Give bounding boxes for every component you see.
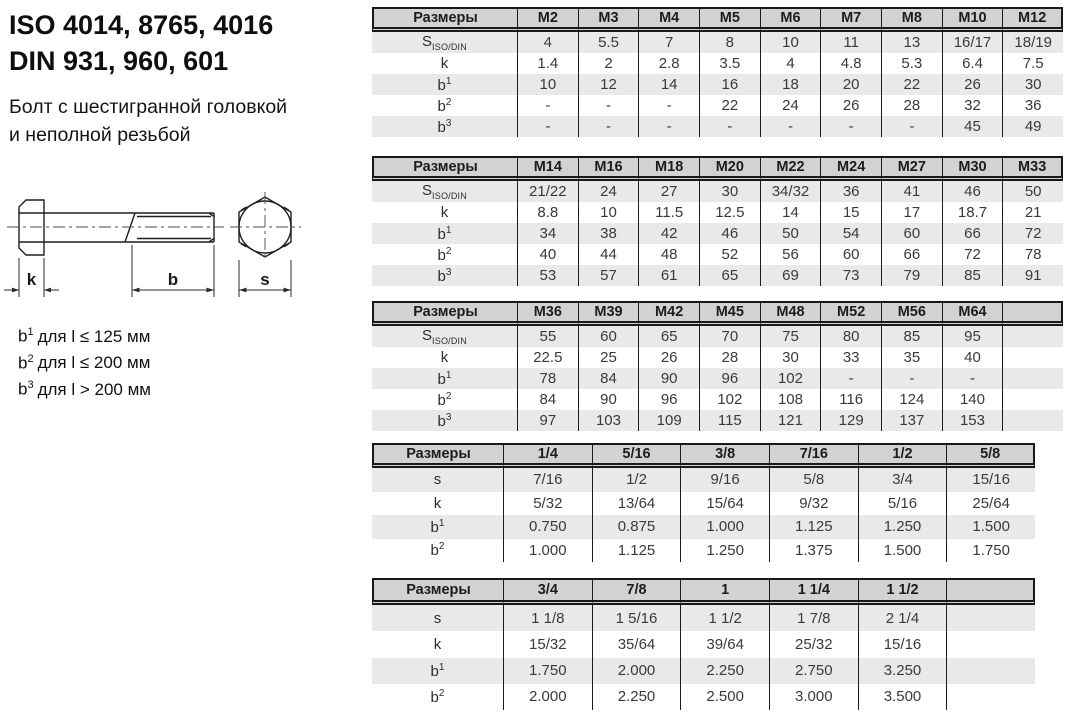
row-label: $S_{ISO/DIN}$: [372, 181, 517, 202]
value-cell: 91: [1002, 265, 1063, 286]
value-cell: 5/16: [858, 492, 947, 516]
column-header: M56: [881, 301, 942, 326]
value-cell: 95: [942, 326, 1003, 347]
value-cell: 49: [1002, 116, 1063, 137]
value-cell: 1 1/8: [503, 605, 592, 631]
column-header: M27: [881, 156, 942, 181]
value-cell: 39/64: [680, 631, 769, 657]
value-cell: 40: [517, 244, 578, 265]
value-cell: 8.8: [517, 202, 578, 223]
value-cell: 26: [820, 95, 881, 116]
value-cell: 24: [578, 181, 639, 202]
row-label: $S_{ISO/DIN}$: [372, 32, 517, 53]
column-header: M45: [699, 301, 760, 326]
note-text: для l ≤ 200 мм: [37, 353, 151, 373]
value-cell: 10: [760, 32, 821, 53]
value-cell: 9/32: [769, 492, 858, 516]
row-label: $b^1$: [372, 223, 517, 244]
value-cell: 54: [820, 223, 881, 244]
value-cell: 1.750: [503, 658, 592, 684]
column-header: M48: [760, 301, 821, 326]
value-cell: 129: [820, 410, 881, 431]
table-corner-header: Размеры: [372, 443, 503, 468]
value-cell: 8: [699, 32, 760, 53]
value-cell: 84: [517, 389, 578, 410]
value-cell: 15/16: [946, 468, 1035, 492]
value-cell: 1.250: [680, 539, 769, 563]
table-corner-header: Размеры: [372, 7, 517, 32]
value-cell: 5/32: [503, 492, 592, 516]
value-cell: -: [820, 116, 881, 137]
value-cell: -: [517, 95, 578, 116]
row-label: k: [440, 55, 449, 72]
value-cell: 11: [820, 32, 881, 53]
value-cell: 4: [517, 32, 578, 53]
column-header: M14: [517, 156, 578, 181]
note-b2: [18, 348, 151, 375]
note-superscript: 1: [27, 326, 34, 338]
value-cell: -: [820, 368, 881, 389]
value-cell: 97: [517, 410, 578, 431]
value-cell: 2: [578, 53, 639, 74]
value-cell: 45: [942, 116, 1003, 137]
row-label: $b^2$: [437, 390, 452, 409]
table-metric-m2-m12: [372, 7, 1063, 137]
value-cell: 25/32: [769, 631, 858, 657]
value-cell: 96: [699, 368, 760, 389]
column-header: M33: [1002, 156, 1063, 181]
value-cell: 115: [699, 410, 760, 431]
value-cell: 2.250: [680, 658, 769, 684]
note-superscript: 2: [27, 352, 34, 365]
subtitle-line-1: Болт с шестигранной головкой: [9, 96, 288, 118]
value-cell: -: [881, 116, 942, 137]
note-text: для l ≤ 125 мм: [37, 326, 151, 346]
value-cell: 73: [820, 265, 881, 286]
value-cell: 34/32: [760, 181, 821, 202]
value-cell: -: [578, 116, 639, 137]
value-cell: -: [638, 95, 699, 116]
note-superscript: 3: [27, 379, 34, 392]
column-header: M2: [517, 7, 578, 32]
value-cell: 153: [942, 410, 1003, 431]
value-cell: 1 1/2: [680, 605, 769, 631]
value-cell: 28: [881, 95, 942, 116]
row-label: $b^2$: [437, 96, 452, 115]
column-header: M12: [1002, 7, 1063, 32]
value-cell: [1002, 326, 1063, 347]
value-cell: 24: [760, 95, 821, 116]
value-cell: 35/64: [592, 631, 681, 657]
value-cell: 32: [942, 95, 1003, 116]
value-cell: 60: [820, 244, 881, 265]
column-header: M7: [820, 7, 881, 32]
value-cell: 13: [881, 32, 942, 53]
value-cell: 20: [820, 74, 881, 95]
row-label: $b^2$: [437, 245, 452, 264]
column-header: M42: [638, 301, 699, 326]
value-cell: 15/64: [680, 492, 769, 516]
value-cell: 1.250: [858, 515, 947, 539]
value-cell: 14: [760, 202, 821, 223]
title-block: [9, 7, 287, 149]
value-cell: 2.8: [638, 53, 699, 74]
value-cell: 48: [638, 244, 699, 265]
bolt-head: [19, 200, 44, 255]
value-cell: 4.8: [820, 53, 881, 74]
note-b3: [18, 374, 151, 401]
column-header: M39: [578, 301, 639, 326]
value-cell: 109: [638, 410, 699, 431]
value-cell: 22: [881, 74, 942, 95]
value-cell: -: [578, 95, 639, 116]
column-header: M10: [942, 7, 1003, 32]
value-cell: 46: [699, 223, 760, 244]
row-label: $b^3$: [372, 410, 517, 431]
column-header: [1002, 301, 1063, 326]
value-cell: 60: [578, 326, 639, 347]
value-cell: 3.5: [699, 53, 760, 74]
column-header: M64: [942, 301, 1003, 326]
value-cell: 9/16: [680, 468, 769, 492]
value-cell: 140: [942, 389, 1003, 410]
value-cell: 36: [1002, 95, 1063, 116]
value-cell: 25: [578, 347, 639, 368]
column-header: 1 1/4: [769, 578, 858, 605]
dim-label-k: k: [26, 270, 37, 289]
value-cell: 30: [1002, 74, 1063, 95]
value-cell: 34: [517, 223, 578, 244]
row-label: $b^2$: [430, 687, 445, 706]
column-header: 1/2: [858, 443, 947, 468]
value-cell: 85: [942, 265, 1003, 286]
value-cell: 56: [760, 244, 821, 265]
column-header: M5: [699, 7, 760, 32]
value-cell: 1.375: [769, 539, 858, 563]
value-cell: 3.500: [858, 684, 947, 710]
value-cell: 52: [699, 244, 760, 265]
value-cell: 2 1/4: [858, 605, 947, 631]
value-cell: 26: [638, 347, 699, 368]
value-cell: 5.3: [881, 53, 942, 74]
row-label: k: [440, 204, 449, 221]
value-cell: 16: [699, 74, 760, 95]
value-cell: 7/16: [503, 468, 592, 492]
value-cell: 90: [578, 389, 639, 410]
column-header: 3/4: [503, 578, 592, 605]
row-label: $b^1$: [372, 74, 517, 95]
value-cell: 102: [760, 368, 821, 389]
value-cell: 1.750: [946, 539, 1035, 563]
table-corner-header: Размеры: [372, 578, 503, 605]
value-cell: 3/4: [858, 468, 947, 492]
note-text: для l > 200 мм: [37, 379, 151, 399]
note-symbol: b: [18, 353, 28, 373]
value-cell: 10: [578, 202, 639, 223]
table-inch-threequarter-oneandhalf: [372, 578, 1035, 710]
value-cell: 72: [942, 244, 1003, 265]
dim-label-b: b: [167, 270, 179, 289]
value-cell: 65: [699, 265, 760, 286]
value-cell: 124: [881, 389, 942, 410]
table-metric-m36-m64: [372, 301, 1063, 431]
value-cell: 21: [1002, 202, 1063, 223]
value-cell: 70: [699, 326, 760, 347]
value-cell: 72: [1002, 223, 1063, 244]
value-cell: 1.125: [592, 539, 681, 563]
table-corner-header: Размеры: [372, 156, 517, 181]
row-label: $b^3$: [372, 265, 517, 286]
value-cell: 46: [942, 181, 1003, 202]
value-cell: 30: [699, 181, 760, 202]
column-header: M24: [820, 156, 881, 181]
value-cell: [946, 658, 1035, 684]
column-header: 1 1/2: [858, 578, 947, 605]
row-label: $b^1$: [372, 368, 517, 389]
column-header: M18: [638, 156, 699, 181]
value-cell: 60: [881, 223, 942, 244]
value-cell: 1.000: [503, 539, 592, 563]
value-cell: 21/22: [517, 181, 578, 202]
value-cell: 16/17: [942, 32, 1003, 53]
value-cell: -: [760, 116, 821, 137]
table-inch-quarter-fiveeighths: [372, 443, 1035, 562]
value-cell: 78: [517, 368, 578, 389]
value-cell: 0.750: [503, 515, 592, 539]
value-cell: [946, 684, 1035, 710]
column-header: [946, 578, 1035, 605]
value-cell: 18/19: [1002, 32, 1063, 53]
value-cell: 103: [578, 410, 639, 431]
value-cell: 18.7: [942, 202, 1003, 223]
column-header: 5/8: [946, 443, 1035, 468]
title-line-iso: ISO 4014, 8765, 4016: [9, 10, 274, 40]
value-cell: 85: [881, 326, 942, 347]
bolt-side-view: [19, 200, 214, 255]
value-cell: 26: [942, 74, 1003, 95]
column-header: M36: [517, 301, 578, 326]
value-cell: 1.500: [858, 539, 947, 563]
bolt-technical-drawing: [2, 184, 322, 312]
thread-runout: [125, 213, 135, 242]
column-header: M8: [881, 7, 942, 32]
value-cell: 121: [760, 410, 821, 431]
column-header: 1/4: [503, 443, 592, 468]
value-cell: 61: [638, 265, 699, 286]
value-cell: 42: [638, 223, 699, 244]
column-header: M16: [578, 156, 639, 181]
value-cell: 137: [881, 410, 942, 431]
value-cell: 102: [699, 389, 760, 410]
row-label: k: [433, 635, 442, 653]
value-cell: 13/64: [592, 492, 681, 516]
value-cell: 12: [578, 74, 639, 95]
value-cell: 30: [760, 347, 821, 368]
column-header: 3/8: [680, 443, 769, 468]
column-header: 7/8: [592, 578, 681, 605]
value-cell: 18: [760, 74, 821, 95]
value-cell: 15/32: [503, 631, 592, 657]
value-cell: 40: [942, 347, 1003, 368]
value-cell: 2.500: [680, 684, 769, 710]
value-cell: 66: [942, 223, 1003, 244]
value-cell: 80: [820, 326, 881, 347]
value-cell: -: [942, 368, 1003, 389]
value-cell: 0.875: [592, 515, 681, 539]
note-b1: [18, 321, 151, 348]
value-cell: 3.000: [769, 684, 858, 710]
value-cell: 36: [820, 181, 881, 202]
title-line-din: DIN 931, 960, 601: [9, 46, 229, 76]
value-cell: 28: [699, 347, 760, 368]
value-cell: 1 5/16: [592, 605, 681, 631]
row-label: s: [372, 605, 503, 631]
table-corner-header: Размеры: [372, 301, 517, 326]
value-cell: 57: [578, 265, 639, 286]
note-symbol: b: [18, 379, 28, 399]
value-cell: 17: [881, 202, 942, 223]
column-header: 1: [680, 578, 769, 605]
column-header: M52: [820, 301, 881, 326]
table-metric-m14-m33: [372, 156, 1063, 286]
column-header: M22: [760, 156, 821, 181]
column-header: M4: [638, 7, 699, 32]
column-header: M6: [760, 7, 821, 32]
value-cell: 2.000: [503, 684, 592, 710]
row-label: s: [372, 468, 503, 492]
value-cell: 4: [760, 53, 821, 74]
value-cell: [946, 605, 1035, 631]
value-cell: [1002, 389, 1063, 410]
value-cell: 53: [517, 265, 578, 286]
value-cell: 108: [760, 389, 821, 410]
value-cell: 78: [1002, 244, 1063, 265]
value-cell: 38: [578, 223, 639, 244]
dimension-notes: [18, 321, 151, 401]
value-cell: 116: [820, 389, 881, 410]
value-cell: 3.250: [858, 658, 947, 684]
value-cell: 1.500: [946, 515, 1035, 539]
row-label: k: [440, 349, 449, 366]
value-cell: 50: [1002, 181, 1063, 202]
page-subtitle: [9, 93, 287, 149]
value-cell: 7.5: [1002, 53, 1063, 74]
value-cell: 1 7/8: [769, 605, 858, 631]
row-label: $b^3$: [372, 116, 517, 137]
value-cell: 15/16: [858, 631, 947, 657]
value-cell: -: [699, 116, 760, 137]
row-label: $b^1$: [372, 658, 503, 684]
value-cell: 22: [699, 95, 760, 116]
value-cell: 2.250: [592, 684, 681, 710]
page-title: [9, 7, 287, 79]
value-cell: 12.5: [699, 202, 760, 223]
value-cell: 35: [881, 347, 942, 368]
value-cell: 50: [760, 223, 821, 244]
value-cell: -: [881, 368, 942, 389]
subtitle-line-2: и неполной резьбой: [9, 124, 191, 146]
value-cell: 1.4: [517, 53, 578, 74]
column-header: M30: [942, 156, 1003, 181]
value-cell: 44: [578, 244, 639, 265]
value-cell: 90: [638, 368, 699, 389]
column-header: 7/16: [769, 443, 858, 468]
row-label: $b^1$: [372, 515, 503, 539]
row-label: k: [433, 494, 442, 512]
value-cell: -: [638, 116, 699, 137]
value-cell: 5.5: [578, 32, 639, 53]
value-cell: 22.5: [517, 347, 578, 368]
value-cell: 27: [638, 181, 699, 202]
value-cell: [946, 631, 1035, 657]
value-cell: 69: [760, 265, 821, 286]
column-header: M20: [699, 156, 760, 181]
value-cell: 11.5: [638, 202, 699, 223]
column-header: 5/16: [592, 443, 681, 468]
value-cell: 96: [638, 389, 699, 410]
column-header: M3: [578, 7, 639, 32]
value-cell: [1002, 368, 1063, 389]
value-cell: [1002, 410, 1063, 431]
row-label: $b^2$: [430, 541, 445, 560]
value-cell: 1.000: [680, 515, 769, 539]
value-cell: [1002, 347, 1063, 368]
value-cell: 75: [760, 326, 821, 347]
value-cell: 41: [881, 181, 942, 202]
value-cell: -: [517, 116, 578, 137]
value-cell: 6.4: [942, 53, 1003, 74]
value-cell: 5/8: [769, 468, 858, 492]
row-label: $S_{ISO/DIN}$: [372, 326, 517, 347]
value-cell: 10: [517, 74, 578, 95]
value-cell: 33: [820, 347, 881, 368]
value-cell: 25/64: [946, 492, 1035, 516]
value-cell: 65: [638, 326, 699, 347]
value-cell: 66: [881, 244, 942, 265]
value-cell: 2.750: [769, 658, 858, 684]
value-cell: 84: [578, 368, 639, 389]
value-cell: 7: [638, 32, 699, 53]
value-cell: 1/2: [592, 468, 681, 492]
dim-label-s: s: [260, 270, 270, 289]
value-cell: 15: [820, 202, 881, 223]
value-cell: 1.125: [769, 515, 858, 539]
value-cell: 14: [638, 74, 699, 95]
value-cell: 79: [881, 265, 942, 286]
value-cell: 2.000: [592, 658, 681, 684]
note-symbol: b: [18, 326, 28, 346]
value-cell: 55: [517, 326, 578, 347]
